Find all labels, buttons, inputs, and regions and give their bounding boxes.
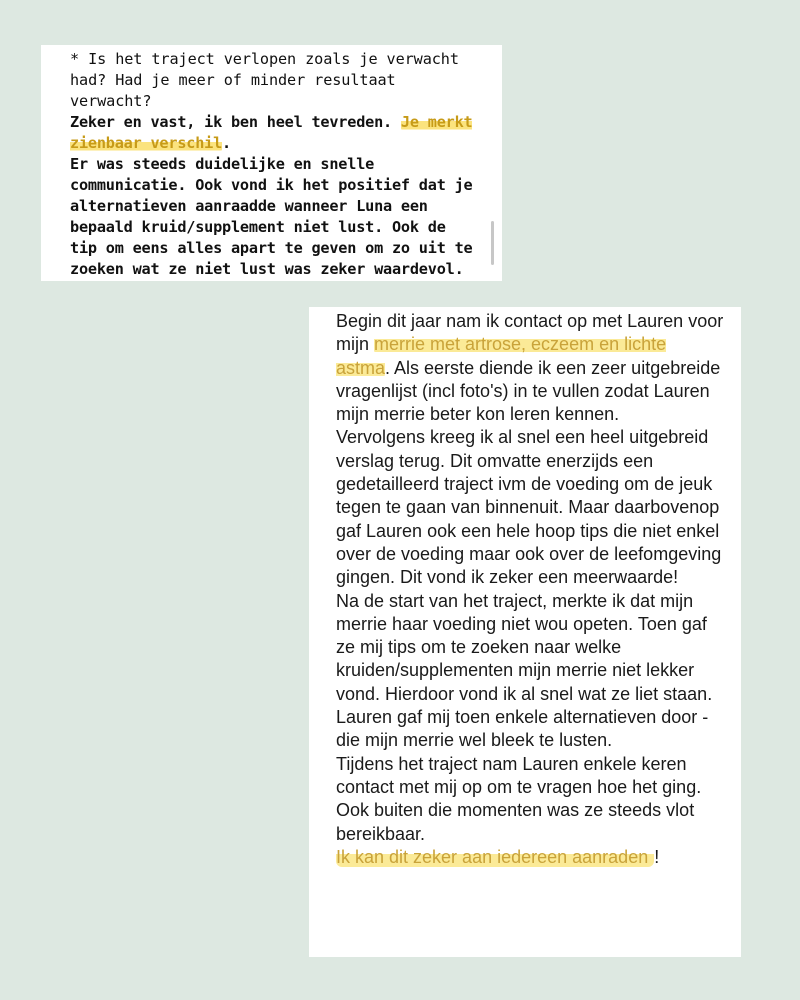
- paragraph-1: [336, 310, 725, 426]
- paragraph-1-start: Begin dit jaar nam ik contact op met Lauren voor mijn: [336, 311, 724, 355]
- paragraph-2: Vervolgens kreeg ik al snel een heel uitgebreid verslag terug. Dit omvatte enerzijds een gedetailleerd traject ivm de voeding om de jeuk tegen te gaan van binnenuit. Maar daarbovenop gaf Lauren ook een hele hoop tips die niet enkel over de voeding maar ook over de leefomgeving gingen. Dit vond ik zeker een meerwaarde!: [336, 427, 722, 588]
- question-text: * Is het traject verlopen zoals je verwacht had? Had je meer of minder resultaat verwacht?: [70, 50, 459, 110]
- recommendation-highlight: Ik kan dit zeker aan iedereen aanraden: [336, 847, 654, 867]
- answer-text: [70, 112, 478, 154]
- paragraph-1-highlight: merrie met artrose, eczeem en lichte astma: [336, 334, 667, 378]
- answer-rest: Er was steeds duidelijke en snelle communicatie. Ook vond ik het positief dat je alternatieven aanraadde wanneer Luna een bepaald kruid/supplement niet lust. Ook de tip om eens alles apart te geven om zo uit te zoeken wat ze niet lust was zeker waardevol.: [70, 155, 473, 278]
- recommendation-end: !: [654, 846, 660, 867]
- paragraph-4: Tijdens het traject nam Lauren enkele keren contact met mij op om te vragen hoe het ging. Ook buiten die momenten was ze steeds vlot bereikbaar.: [336, 753, 702, 844]
- scrollbar-thumb[interactable]: [491, 221, 494, 265]
- answer-highlight: Je merkt zienbaar verschil: [70, 113, 473, 152]
- testimonial-card-1: [41, 45, 502, 281]
- answer-start: Zeker en vast, ik ben heel tevreden.: [70, 113, 401, 131]
- paragraph-5: [336, 846, 725, 869]
- answer-period: .: [222, 134, 231, 152]
- paragraph-3: Na de start van het traject, merkte ik dat mijn merrie haar voeding niet wou opeten. Toen gaf ze mij tips om te zoeken naar welke kruiden/supplementen mijn merrie niet lekker vond. Hierdoor vond ik al snel wat ze liet staan. Lauren gaf mij toen enkele alternatieven door - die mijn merrie wel bleek te lusten.: [336, 590, 713, 751]
- testimonial-card-2: [309, 307, 741, 957]
- paragraph-1-end: . Als eerste diende ik een zeer uitgebreide vragenlijst (incl foto's) in te vullen zodat Lauren mijn merrie beter kon leren kennen.: [336, 357, 721, 425]
